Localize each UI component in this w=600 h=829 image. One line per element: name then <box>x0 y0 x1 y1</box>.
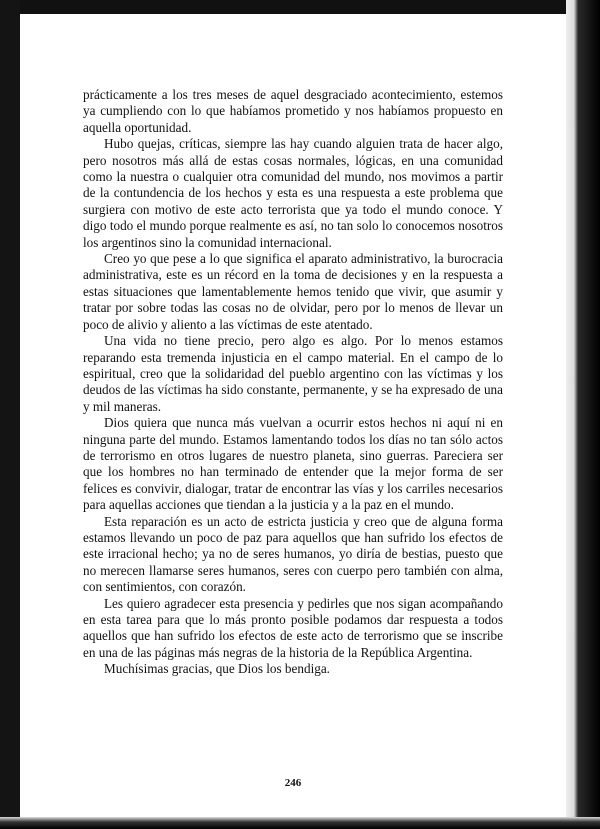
paragraph-6: Esta reparación es un acto de estricta justicia y creo que de alguna forma estamos llevando un poco de paz para aquellos que han sufrido los efectos de este irracional hecho; ya no de seres humanos, yo diría de bestias, puesto que no merecen llamarse seres humanos, seres con cuerpo pero también con alma, con sentimientos, con corazón. <box>83 513 503 595</box>
paragraph-2: Hubo quejas, críticas, siempre las hay cuando alguien trata de hacer algo, pero nosotros más allá de estas cosas normales, lógicas, en una comunidad como la nuestra o cualquier otra comunidad del mundo, nos movimos a partir de la contundencia de los hechos y esta es una respuesta a este problema que surgiera con motivo de este acto terrorista que ya todo el mundo conoce. Y digo todo el mundo porque realmente es así, no tan solo lo conocemos nosotros los argentinos sino la comunidad internacional. <box>83 136 503 250</box>
page-number: 246 <box>284 777 302 789</box>
paragraph-5: Dios quiera que nunca más vuelvan a ocurrir estos hechos ni aquí ni en ninguna parte del mundo. Estamos lamentando todos los días no tan sólo actos de terrorismo en otros lugares de nuestro planeta, sino guerras. Pareciera ser que los hombres no han terminado de entender que la mejor forma de ser felices es convivir, dialogar, tratar de encontrar las vías y los carriles necesarios para aquellas acciones que tiendan a la justicia y a la paz en el mundo. <box>83 415 503 513</box>
paragraph-4: Una vida no tiene precio, pero algo es algo. Por lo menos estamos reparando esta tremenda injusticia en el campo material. En el campo de lo espiritual, creo que la solidaridad del pueblo argentino con las víctimas y los deudos de las víctimas ha sido constante, permanente, y se ha expresado de una y mil maneras. <box>83 333 503 414</box>
document-page <box>20 14 566 817</box>
scan-border-right <box>566 0 600 829</box>
scan-border-left <box>0 0 20 829</box>
paragraph-3: Creo yo que pese a lo que significa el aparato administrativo, la burocracia administrativa, este es un récord en la toma de decisiones y en la respuesta a estas situaciones que lamentablemente hemos tenido que vivir, que asumir y tratar por sobre todas las cosas no de olvidar, pero por lo menos de llevar un poco de alivio y aliento a las víctimas de este atentado. <box>83 251 503 332</box>
scan-border-top <box>0 0 600 14</box>
paragraph-8: Muchísimas gracias, que Dios los bendiga. <box>104 661 330 677</box>
scan-border-bottom <box>0 817 600 829</box>
paragraph-1: prácticamente a los tres meses de aquel desgraciado acontecimiento, estemos ya cumpliendo con lo que habíamos prometido y nos habíamos propuesto en aquella oportunidad. <box>83 87 503 135</box>
body-text <box>83 87 503 678</box>
paragraph-7: Les quiero agradecer esta presencia y pedirles que nos sigan acompañando en esta tarea para que lo más pronto posible podamos dar respuesta a todos aquellos que han sufrido los efectos de este acto de terrorismo que se inscribe en una de las páginas más negras de la historia de la República Argentina. <box>83 595 503 660</box>
